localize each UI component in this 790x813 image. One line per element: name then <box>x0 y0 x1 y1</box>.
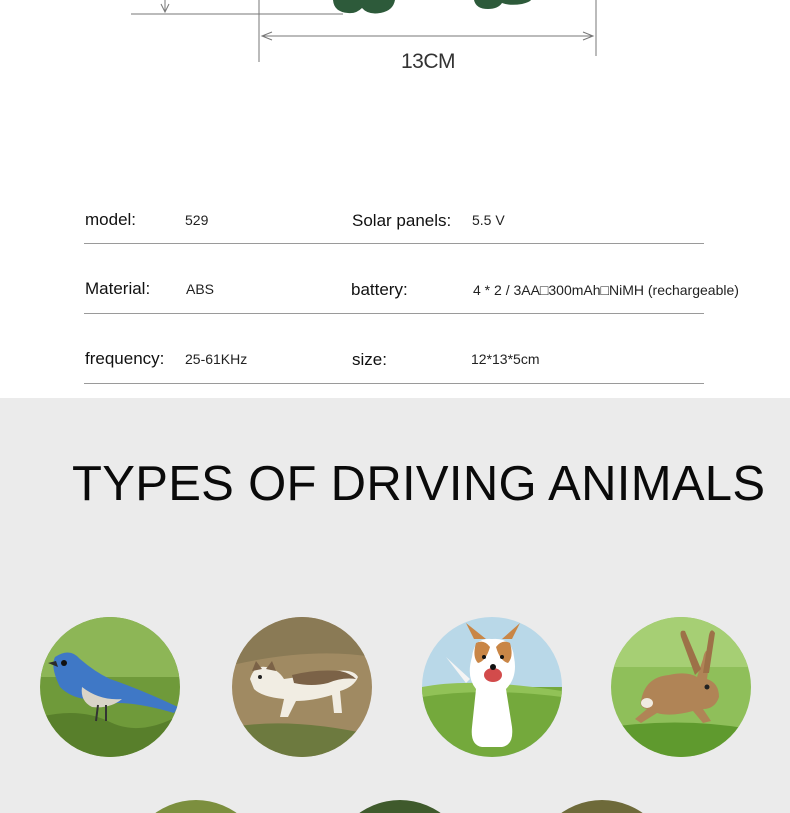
spec-table <box>0 170 790 398</box>
solar-value: 5.5 V <box>472 212 505 228</box>
section-title: TYPES OF DRIVING ANIMALS <box>72 457 766 511</box>
dog-photo <box>422 617 562 757</box>
divider-2 <box>84 313 704 314</box>
animal-photo-partial-3 <box>532 800 672 813</box>
animal-photo-partial-2 <box>330 800 470 813</box>
cat-photo <box>232 617 372 757</box>
animal-photo-partial-1 <box>126 800 266 813</box>
solar-label: Solar panels: <box>352 211 452 230</box>
hare-photo <box>611 617 751 757</box>
dimension-label: 13CM <box>401 50 456 73</box>
size-label: size: <box>352 350 387 369</box>
material-label: Material: <box>85 279 151 298</box>
animals-section <box>0 398 790 813</box>
divider-1 <box>84 243 704 244</box>
divider-3 <box>84 383 704 384</box>
blue-jay-photo <box>40 617 180 757</box>
size-value: 12*13*5cm <box>471 351 540 367</box>
model-label: model: <box>85 210 137 229</box>
frequency-label: frequency: <box>85 349 165 368</box>
dimension-drawing <box>0 0 790 110</box>
battery-value: 4 * 2 / 3AA□300mAh□NiMH (rechargeable) <box>473 282 739 298</box>
dimension-lines <box>0 0 790 110</box>
model-value: 529 <box>185 212 209 228</box>
material-value: ABS <box>186 281 215 297</box>
frequency-value: 25-61KHz <box>185 351 248 367</box>
battery-label: battery: <box>351 280 408 299</box>
